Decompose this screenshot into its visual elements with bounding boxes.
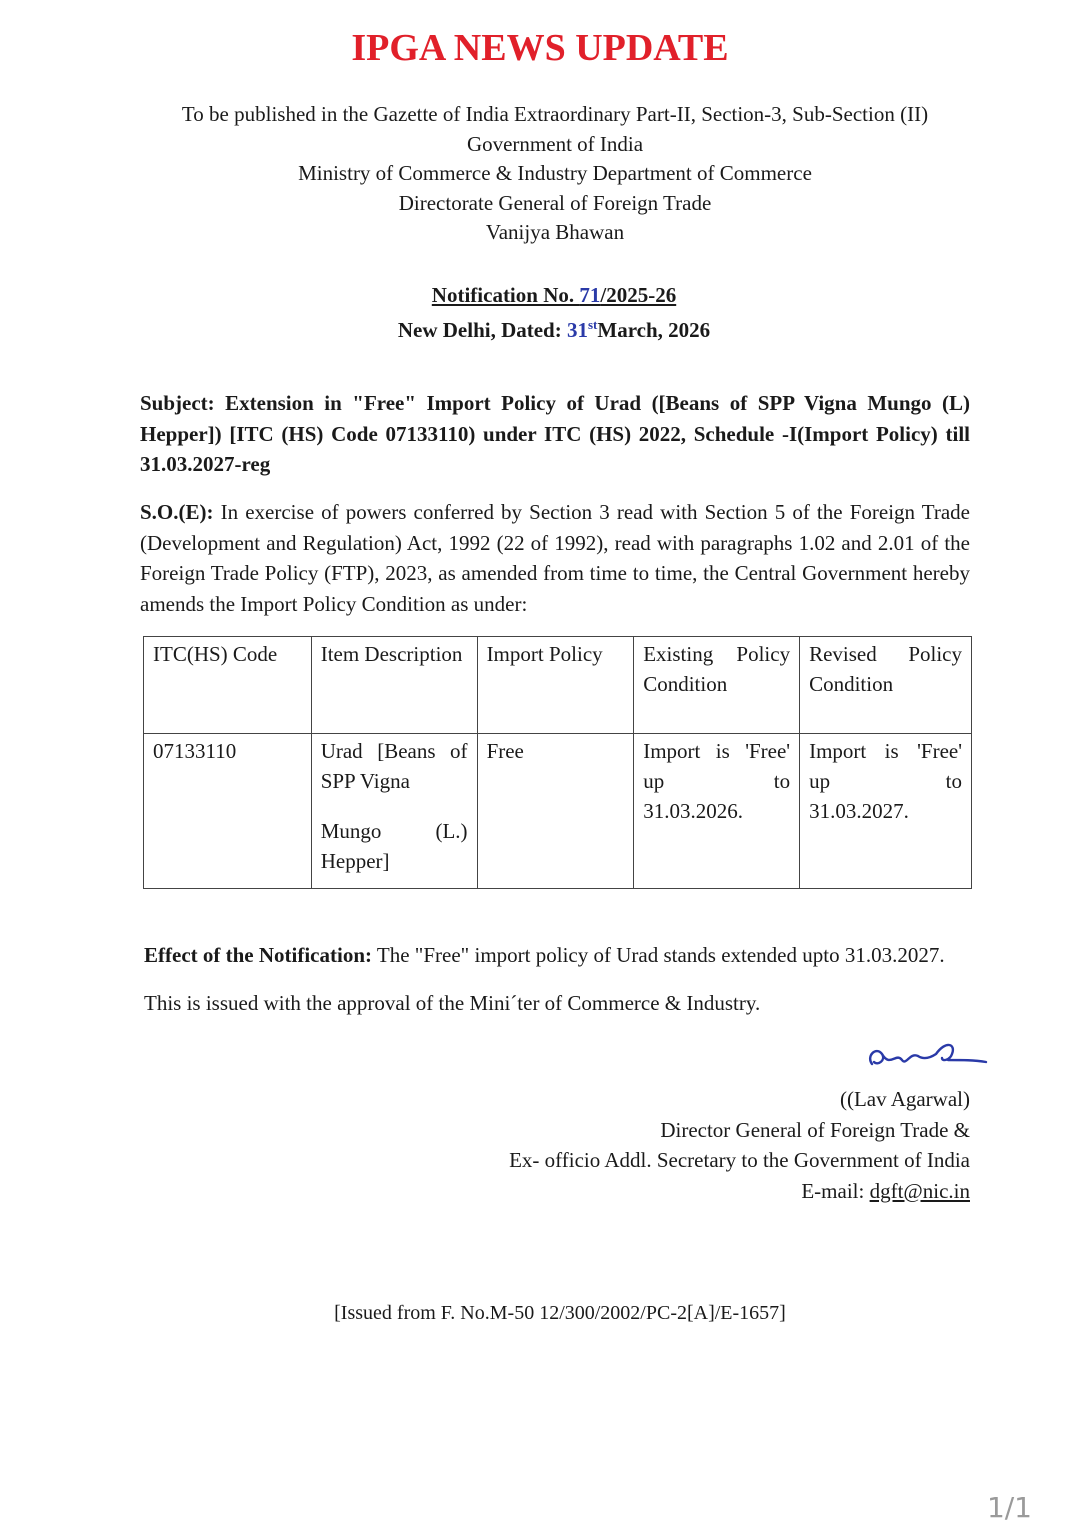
approval-line: This is issued with the approval of the Mini´ter of Commerce & Industry. <box>144 991 761 1015</box>
header-line-government: Government of India <box>466 131 644 156</box>
policy-table <box>143 636 972 889</box>
notification-number: Notification No. 71/2025-26 <box>431 283 677 307</box>
effect-text: The "Free" import policy of Urad stands extended upto 31.03.2027. <box>372 943 945 967</box>
cell-existing-condition: Import is 'Free' up to 31.03.2026. <box>634 734 800 889</box>
cell-revised-condition: Import is 'Free' up to 31.03.2027. <box>800 734 972 889</box>
handwritten-day: 31 <box>566 318 588 342</box>
cell-description: Urad [Beans of SPP Vigna Mungo (L.) Hepper] <box>311 734 477 889</box>
cell-import-policy: Free <box>477 734 634 889</box>
header-description: Item Description <box>311 637 477 734</box>
effect-paragraph <box>144 940 974 970</box>
handwritten-day-suffix: st <box>587 317 598 332</box>
header-code: ITC(HS) Code <box>144 637 312 734</box>
header-line-ministry: Ministry of Commerce & Industry Department of Commerce <box>298 161 812 185</box>
table-header-row <box>144 637 972 734</box>
signatory-title: Director General of Foreign Trade & <box>660 1117 970 1142</box>
handwritten-number: 71 <box>579 283 601 307</box>
page-indicator: 1/1 <box>986 1491 1032 1524</box>
email-link[interactable]: dgft@nic.in <box>869 1178 970 1203</box>
header-line-directorate: Directorate General of Foreign Trade <box>398 190 712 215</box>
gazette-header <box>0 100 1080 248</box>
so-label: S.O.(E): <box>140 500 214 524</box>
table-row <box>144 734 972 889</box>
cell-code: 07133110 <box>144 734 312 889</box>
header-revised-condition: Revised Policy Condition <box>800 637 972 734</box>
signatory-email: E-mail: dgft@nic.in <box>801 1178 970 1203</box>
signatory-name: ((Lav Agarwal) <box>839 1087 970 1111</box>
so-paragraph <box>140 497 970 619</box>
notification-block <box>0 280 1080 345</box>
header-existing-condition: Existing Policy Condition <box>634 637 800 734</box>
notification-date: New Delhi, Dated: 31stMarch, 2026 <box>397 317 711 342</box>
so-text: In exercise of powers conferred by Section 3 read with Section 5 of the Foreign Trade (Development and Regulation) Act, 1992 (22 of 1992), read with paragraphs 1.02 and 2.01 of the Foreign Trade Policy (FTP), 2023, as amended from time to time, the Central Government hereby amends the Import Policy Condition as under: <box>140 500 970 616</box>
signatory-title-secondary: Ex- officio Addl. Secretary to the Government of India <box>509 1148 970 1172</box>
header-line-gazette: To be published in the Gazette of India Extraordinary Part-II, Section-3, Sub-Section (II) <box>181 102 929 126</box>
header-import-policy: Import Policy <box>477 637 634 734</box>
subject-paragraph: Subject: Extension in "Free" Import Policy of Urad ([Beans of SPP Vigna Mungo (L) Hepper]) [ITC (HS) Code 07133110) under ITC (HS) 2022, Schedule -I(Import Policy) till 31.03.2027-reg <box>140 391 970 476</box>
signature-image <box>862 1030 992 1080</box>
header-line-building: Vanijya Bhawan <box>485 220 625 244</box>
signatory-block <box>509 1084 970 1206</box>
effect-label: Effect of the Notification: <box>144 943 373 967</box>
news-banner: IPGA NEWS UPDATE <box>351 27 729 69</box>
file-reference: [Issued from F. No.M-50 12/300/2002/PC-2[A]/E-1657] <box>334 1302 786 1324</box>
